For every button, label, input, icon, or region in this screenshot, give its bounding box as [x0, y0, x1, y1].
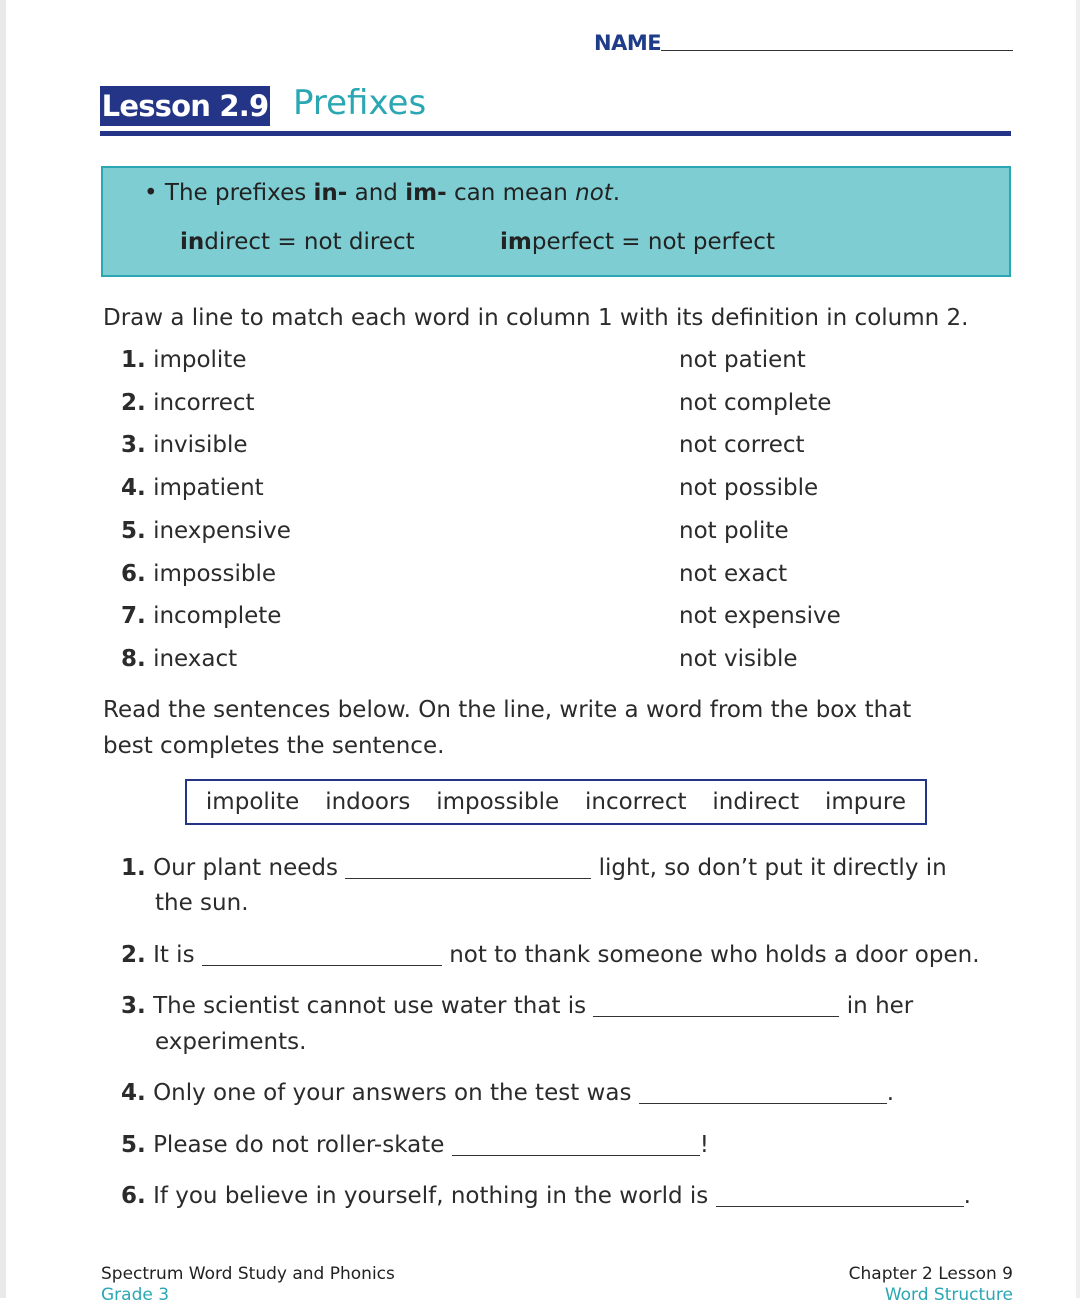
column1-item: [121, 603, 281, 629]
example-text: direct = not direct: [204, 229, 415, 255]
answer-blank[interactable]: [716, 1206, 964, 1207]
item-word: impolite: [153, 347, 247, 373]
footer-right-sub: Word Structure: [884, 1285, 1013, 1305]
example-text: perfect = not perfect: [531, 229, 775, 255]
sentence-text: The scientist cannot use water that is: [153, 993, 587, 1019]
sentence-text: Please do not roller-skate: [153, 1132, 445, 1158]
item-word: inexact: [153, 646, 238, 672]
column2-definition: not patient: [679, 347, 806, 373]
column1-item: [121, 347, 246, 373]
fill-in-instruction: best completes the sentence.: [103, 733, 445, 759]
item-word: incomplete: [153, 603, 282, 629]
word-bank: [185, 779, 927, 825]
item-number: 3.: [121, 432, 146, 458]
meaning: not: [575, 180, 613, 206]
word-bank-item: incorrect: [585, 789, 687, 815]
item-number: 5.: [121, 518, 146, 544]
sentence: [121, 942, 980, 968]
item-number: 1.: [121, 347, 146, 373]
sentence-text: light, so don’t put it directly in: [598, 855, 947, 881]
sentence-text: in her: [846, 993, 914, 1019]
footer-right: Chapter 2 Lesson 9: [848, 1264, 1013, 1284]
fill-in-instruction: Read the sentences below. On the line, write a word from the box that: [103, 697, 912, 723]
bullet: •: [144, 180, 158, 206]
example-2: [500, 229, 775, 255]
page-edge: [1076, 0, 1080, 1298]
sentence-text: Only one of your answers on the test was: [153, 1080, 632, 1106]
answer-blank[interactable]: [202, 965, 442, 966]
answer-blank[interactable]: [345, 878, 591, 879]
column2-definition: not polite: [679, 518, 789, 544]
rule-text: .: [612, 180, 621, 206]
example-prefix: im: [500, 229, 532, 255]
answer-blank[interactable]: [452, 1155, 700, 1156]
sentence: [121, 1080, 894, 1106]
sentence: [121, 1132, 709, 1158]
column1-item: [121, 518, 291, 544]
word-bank-item: indirect: [712, 789, 800, 815]
title-rule: [100, 131, 1011, 136]
sentence-text: It is: [153, 942, 195, 968]
name-label: NAME: [594, 31, 662, 55]
column2-definition: not correct: [679, 432, 805, 458]
word-bank-item: impossible: [436, 789, 560, 815]
item-word: inexpensive: [153, 518, 291, 544]
item-word: incorrect: [153, 390, 255, 416]
sentence-number: 2.: [121, 942, 146, 968]
item-number: 6.: [121, 561, 146, 587]
sentence-number: 6.: [121, 1183, 146, 1209]
word-bank-item: impure: [824, 789, 907, 815]
sentence-text: If you believe in yourself, nothing in the world is: [153, 1183, 709, 1209]
sentence-number: 1.: [121, 855, 146, 881]
sentence-continuation: the sun.: [155, 890, 249, 916]
sentence-number: 5.: [121, 1132, 146, 1158]
item-word: impatient: [153, 475, 264, 501]
column2-definition: not possible: [679, 475, 819, 501]
column2-definition: not expensive: [679, 603, 841, 629]
sentence-text: !: [699, 1132, 709, 1158]
sentence-text: .: [886, 1080, 895, 1106]
column2-definition: not complete: [679, 390, 832, 416]
example-1: [180, 229, 415, 255]
answer-blank[interactable]: [593, 1016, 839, 1017]
word-bank-item: impolite: [205, 789, 300, 815]
rule-text: The prefixes: [164, 180, 314, 206]
item-number: 7.: [121, 603, 146, 629]
rule-text: can mean: [446, 180, 576, 206]
column2-definition: not exact: [679, 561, 788, 587]
prefix-im: im-: [405, 180, 447, 206]
item-number: 2.: [121, 390, 146, 416]
word-bank-item: indoors: [325, 789, 411, 815]
rule-statement: [144, 180, 620, 206]
sentence-number: 4.: [121, 1080, 146, 1106]
item-number: 4.: [121, 475, 146, 501]
column1-item: [121, 390, 255, 416]
sentence: [121, 1183, 971, 1209]
answer-blank[interactable]: [639, 1103, 887, 1104]
column1-item: [121, 561, 276, 587]
sentence-text: .: [963, 1183, 971, 1209]
matching-instruction: Draw a line to match each word in column 1 with its definition in column 2.: [103, 305, 969, 331]
lesson-badge: Lesson 2.9: [100, 86, 270, 126]
item-word: invisible: [153, 432, 248, 458]
sentence-number: 3.: [121, 993, 146, 1019]
page-edge: [0, 0, 6, 1298]
sentence-text: not to thank someone who holds a door open.: [449, 942, 980, 968]
footer-left-sub: Grade 3: [101, 1285, 170, 1305]
footer-left: Spectrum Word Study and Phonics: [101, 1264, 395, 1284]
item-word: impossible: [153, 561, 277, 587]
example-prefix: in: [180, 229, 205, 255]
sentence: [121, 855, 947, 881]
item-number: 8.: [121, 646, 146, 672]
column1-item: [121, 432, 248, 458]
rule-text: and: [347, 180, 406, 206]
sentence-continuation: experiments.: [155, 1029, 307, 1055]
name-line: [661, 50, 1013, 51]
sentence: [121, 993, 913, 1019]
column1-item: [121, 475, 264, 501]
column2-definition: not visible: [679, 646, 798, 672]
column1-item: [121, 646, 237, 672]
prefix-in: in-: [313, 180, 348, 206]
sentence-text: Our plant needs: [153, 855, 338, 881]
lesson-title: Prefixes: [293, 83, 427, 123]
